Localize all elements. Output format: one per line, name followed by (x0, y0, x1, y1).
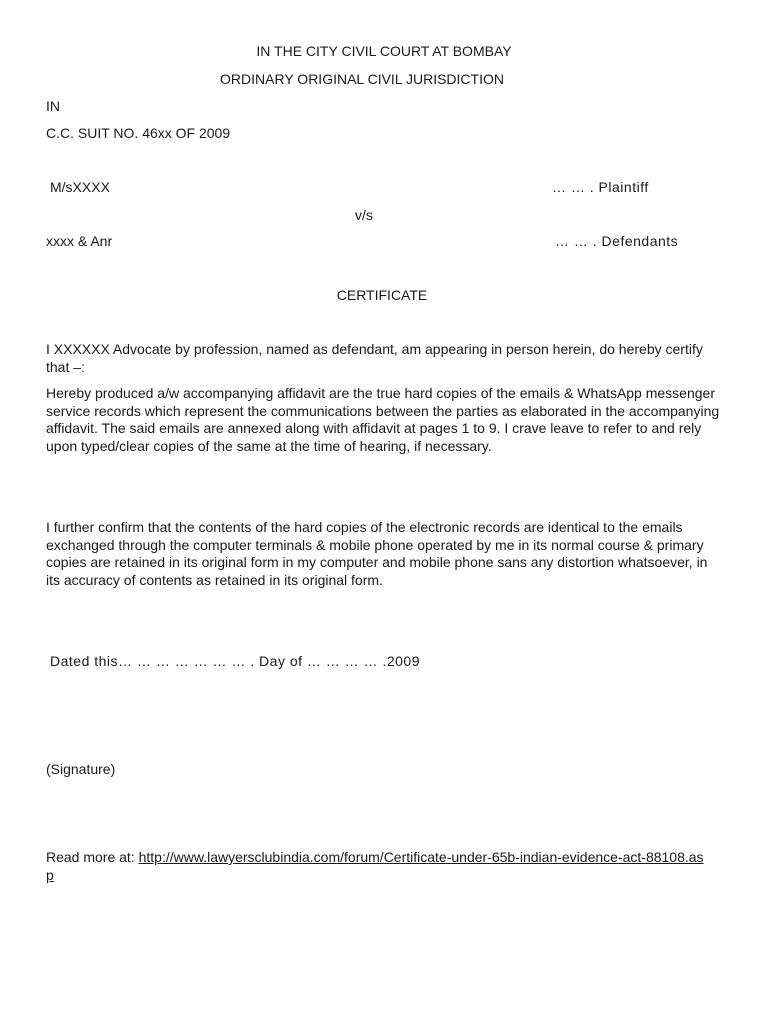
in-label: IN (46, 98, 60, 114)
dated-line: Dated this… … … … … … … . Day of … … … … .2009 (50, 653, 420, 669)
defendant-label: … … . Defendants (555, 233, 679, 249)
read-more-link[interactable]: http://www.lawyersclubindia.com/forum/Certificate-under-65b-indian-evidence-act-88108.asp (46, 849, 704, 883)
read-more-label: Read more at: (46, 849, 139, 865)
defendant-name: xxxx & Anr (46, 233, 113, 249)
jurisdiction-heading: ORDINARY ORIGINAL CIVIL JURISDICTION (220, 71, 504, 87)
court-heading: IN THE CITY CIVIL COURT AT BOMBAY (256, 43, 512, 59)
suit-number: C.C. SUIT NO. 46xx OF 2009 (46, 125, 231, 141)
plaintiff-label: … … . Plaintiff (552, 179, 649, 195)
read-more (46, 849, 706, 884)
signature-label: (Signature) (46, 761, 116, 777)
body-paragraph-3: I further confirm that the contents of the hard copies of the electronic records are identical to the emails exchanged through the computer terminals & mobile phone operated by me in its normal course & primary copies are retained in its original form in my computer and mobile phone sans any distortion whatsoever, in its accuracy of contents as retained in its original form. (46, 519, 708, 588)
plaintiff-name: M/sXXXX (50, 179, 110, 195)
certificate-title: CERTIFICATE (336, 287, 428, 303)
versus-label: v/s (355, 207, 373, 223)
body-paragraph-2: Hereby produced a/w accompanying affidavit are the true hard copies of the emails & WhatsApp messenger service records which represent the communications between the parties as elaborated in the accompanying affidavit. The said emails are annexed along with affidavit at pages 1 to 9. I crave leave to refer to and rely upon typed/clear copies of the same at the time of hearing, if necessary. (46, 385, 720, 454)
body-paragraph-1: I XXXXXX Advocate by profession, named as defendant, am appearing in person herein, do hereby certify that –: (46, 341, 703, 375)
